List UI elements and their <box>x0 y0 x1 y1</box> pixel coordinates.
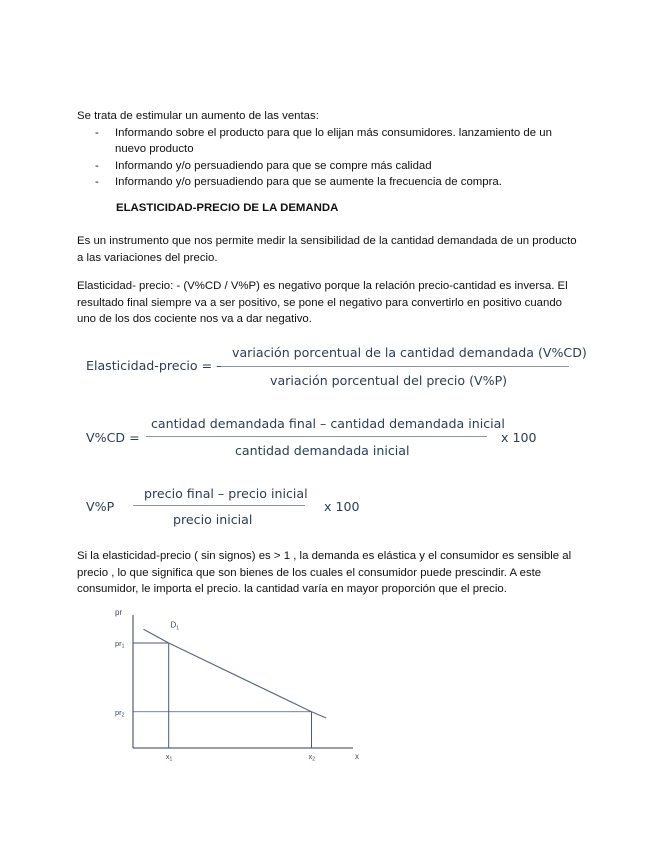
definition-paragraph: Es un instrumento que nos permite medir la sensibilidad de la cantidad demandada de un producto a las variaciones del precio. <box>77 235 577 264</box>
intro-lead: Se trata de estimular un aumento de las ventas: <box>77 110 319 122</box>
vcd-multiplier: x 100 <box>501 430 537 445</box>
y-tick-subscript: 2 <box>121 712 125 719</box>
vp-lhs: V%P <box>86 499 115 514</box>
elasticity-denominator: variación porcentual del precio (V%P) <box>270 373 508 388</box>
x-tick-label: $x_1$ <box>165 752 173 763</box>
x-axis-label: x <box>355 752 359 761</box>
y-tick-label: $pr_1$ <box>115 639 125 650</box>
vcd-lhs: V%CD = <box>86 430 140 445</box>
bullet-text: Informando y/o persuadiendo para que se aumente la frecuencia de compra. <box>115 176 502 188</box>
y-axis-label: pr <box>115 608 123 617</box>
curve-label-subscript: 1 <box>176 625 180 632</box>
x-tick-label: $x_2$ <box>308 752 316 763</box>
bullet-dash: - <box>95 126 99 139</box>
vcd-numerator: cantidad demandada final – cantidad demandada inicial <box>151 416 505 431</box>
x-tick-subscript: 1 <box>169 756 173 763</box>
vp-multiplier: x 100 <box>324 499 360 514</box>
bullet-dash: - <box>95 159 99 172</box>
elastic-demand-paragraph: Si la elasticidad-precio ( sin signos) es > 1 , la demanda es elástica y el consumidor es sensible al precio , lo que significa que son bienes de los cuales el consumidor puede prescindir. A este consumidor, le importa el precio. la cantidad varía en mayor proporción que el precio. <box>77 550 572 595</box>
bullet-text: Informando sobre el producto para que lo elijan más consumidores. lanzamiento de un nuevo producto <box>115 126 552 155</box>
vp-numerator: precio final – precio inicial <box>144 486 308 501</box>
section-heading: ELASTICIDAD-PRECIO DE LA DEMANDA <box>116 202 339 214</box>
vcd-denominator: cantidad demandada inicial <box>235 443 410 458</box>
y-tick-label: $pr_2$ <box>115 707 125 719</box>
x-tick-subscript: 2 <box>312 756 316 763</box>
elasticity-numerator: variación porcentual de la cantidad demandada (V%CD) <box>232 345 587 360</box>
y-tick-subscript: 1 <box>121 643 125 650</box>
bullet-text: Informando y/o persuadiendo para que se compre más calidad <box>115 159 432 172</box>
curve-label: $D_1$ <box>170 620 180 632</box>
explanation-paragraph: Elasticidad- precio: - (V%CD / V%P) es negativo porque la relación precio-cantidad es inversa. El resultado final siempre va a ser positivo, se pone el negativo para convertirlo en positivo cuando uno de los dos cociente nos va a dar negativo. <box>77 280 568 325</box>
bullet-dash: - <box>95 176 99 188</box>
demand-curve-line <box>144 629 327 718</box>
vp-denominator: precio inicial <box>173 512 253 527</box>
elasticity-lhs: Elasticidad-precio = – <box>86 358 223 373</box>
